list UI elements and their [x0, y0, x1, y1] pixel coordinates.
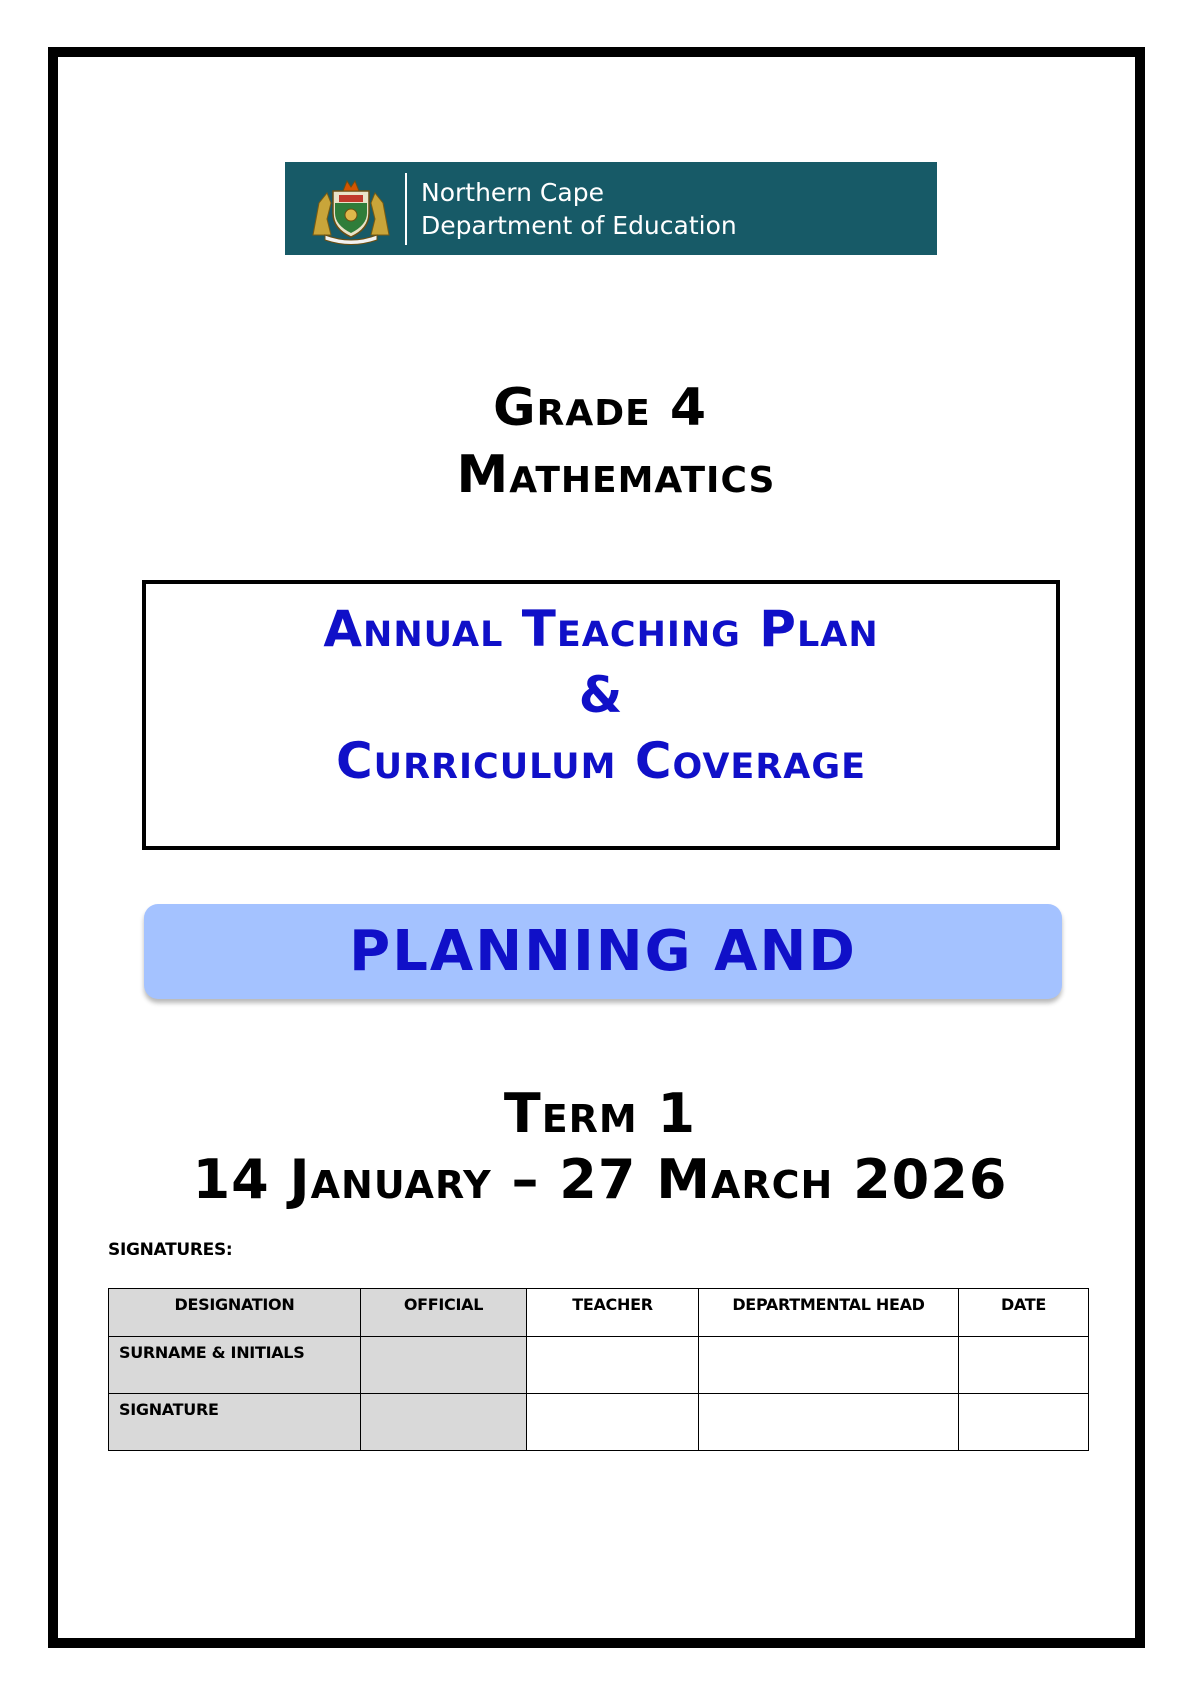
logo-divider: [405, 173, 407, 245]
official-surname-cell[interactable]: [361, 1337, 527, 1394]
column-header-official: OFFICIAL: [361, 1289, 527, 1337]
column-header-departmental-head: DEPARTMENTAL HEAD: [699, 1289, 959, 1337]
departmental-head-signature-cell[interactable]: [699, 1394, 959, 1451]
departmental-head-surname-cell[interactable]: [699, 1337, 959, 1394]
planning-banner: [144, 904, 1062, 999]
column-header-teacher: TEACHER: [527, 1289, 699, 1337]
table-header-row: [109, 1289, 1089, 1337]
subject-heading: Mathematics: [456, 445, 776, 505]
signatures-label: SIGNATURES:: [108, 1240, 233, 1260]
official-signature-cell[interactable]: [361, 1394, 527, 1451]
department-logo-banner: [285, 162, 937, 255]
row-label-surname-initials: SURNAME & INITIALS: [109, 1337, 361, 1394]
atp-ampersand-line: &: [578, 666, 624, 724]
row-label-signature: SIGNATURE: [109, 1394, 361, 1451]
logo-line-province: Northern Cape: [421, 177, 604, 207]
date-surname-cell[interactable]: [959, 1337, 1089, 1394]
signature-table: [108, 1288, 1089, 1451]
grade-heading: Grade 4: [492, 378, 708, 438]
curriculum-coverage-line: Curriculum Coverage: [335, 732, 867, 790]
atp-title-line: Annual Teaching Plan: [323, 600, 879, 658]
table-row: [109, 1394, 1089, 1451]
date-signature-cell[interactable]: [959, 1394, 1089, 1451]
logo-text: [421, 176, 737, 242]
teacher-signature-cell[interactable]: [527, 1394, 699, 1451]
annual-teaching-plan-box: [142, 580, 1060, 850]
table-row: [109, 1337, 1089, 1394]
term-dates: 14 January – 27 March 2026: [192, 1148, 1008, 1211]
coat-of-arms-emblem: [305, 173, 397, 245]
column-header-designation: DESIGNATION: [109, 1289, 361, 1337]
logo-line-department: Department of Education: [421, 210, 737, 240]
planning-banner-text: PLANNING AND: [349, 919, 857, 984]
term-heading: Term 1: [503, 1082, 697, 1145]
column-header-date: DATE: [959, 1289, 1089, 1337]
teacher-surname-cell[interactable]: [527, 1337, 699, 1394]
